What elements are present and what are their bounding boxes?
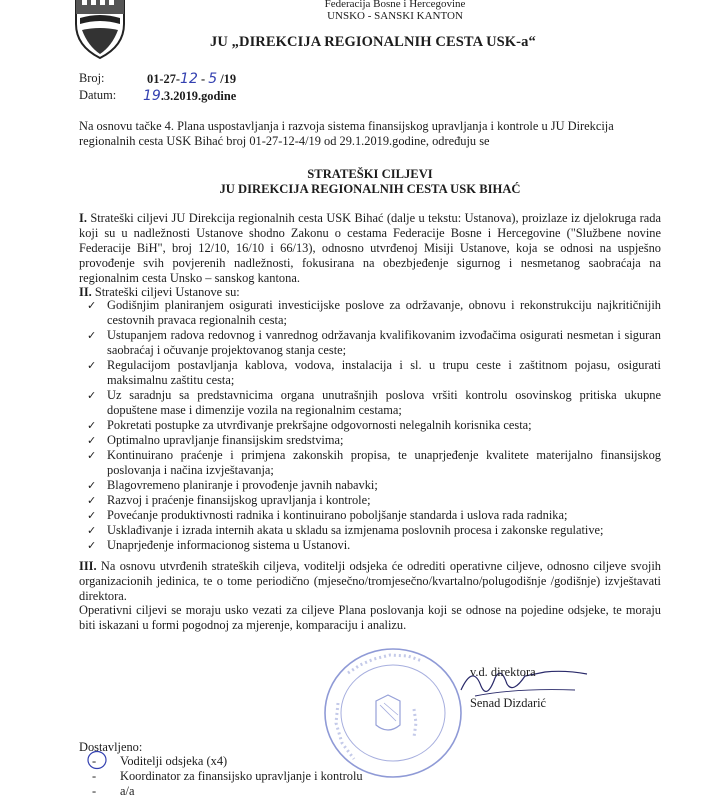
section-1-text: Strateški ciljevi JU Direkcija regionalnih cesta USK Bihać (dalje u tekstu: Ustanova), proizlaze iz djelokruga rada koji su u nadležnosti Ustanove shodno Zakonu o cestama Federacije Bosne i Hercegovine ("Službene novine Federacije BiH", broj 12/10, 16/10 i 66/13), odnosno utvrđenoj Misiji Ustanove, koja se odnosi na uspješno provođenje svih povjerenih nadležnosti, fokusirana na obezbjeđenje sigurnog i nesmetanog saobraćaja na regionalnim cesta Unsko – sanskog kantona. — [79, 211, 661, 285]
signature-title: v.d. direktora — [470, 665, 536, 679]
goal-item — [79, 328, 661, 358]
checkmark-icon: ✓ — [87, 479, 97, 492]
broj-handwritten-1: 12 — [180, 71, 198, 87]
checkmark-icon: ✓ — [87, 449, 97, 462]
distribution-item — [88, 784, 363, 799]
checkmark-icon: ✓ — [87, 494, 97, 507]
broj-label: Broj: — [79, 71, 105, 85]
goal-text: Usklađivanje i izrada internih akata u skladu sa izmjenama poslovnih procesa i zakonske regulative; — [107, 523, 604, 537]
goal-text: Optimalno upravljanje finansijskim sredstvima; — [107, 433, 344, 447]
distribution-item — [88, 754, 363, 769]
header-federation: Federacija Bosne i Hercegovine — [324, 0, 466, 10]
strategic-goals-list — [79, 298, 661, 553]
dash-bullet: - — [92, 784, 97, 798]
header-canton: UNSKO - SANSKI KANTON — [327, 10, 463, 22]
section-1-number: I. — [79, 211, 87, 225]
distribution-item — [88, 769, 363, 784]
section-2-text: Strateški ciljevi Ustanove su: — [91, 285, 240, 299]
broj-value — [147, 71, 236, 87]
goal-item — [79, 478, 661, 493]
document-title-line-1: STRATEŠKI CILJEVI — [307, 167, 433, 181]
section-3-paragraph — [79, 559, 661, 604]
goal-item — [79, 418, 661, 433]
broj-separator: - — [197, 72, 209, 86]
goal-text: Povećanje produktivnosti radnika i kontinuirano poboljšanje standarda i uslova rada radnika; — [107, 508, 568, 522]
goal-item — [79, 388, 661, 418]
datum-suffix: .3.2019.godine — [160, 89, 237, 103]
goal-text: Uz saradnju sa predstavnicima organa unutrašnjih poslova vršiti kontrolu osovinskog pritiska ukupne dopuštene mase i dimenzije vozila na regionalnim cestama; — [107, 388, 661, 417]
goal-item — [79, 493, 661, 508]
coat-of-arms-logo — [72, 0, 128, 60]
broj-handwritten-2: 5 — [208, 71, 218, 87]
checkmark-icon: ✓ — [87, 419, 97, 432]
goal-item — [79, 433, 661, 448]
goal-text: Kontinuirano praćenje i primjena zakonskih propisa, te unaprjeđenje kvalitete materijalno finansijskog poslovanja i načina izvještavanja; — [107, 448, 661, 477]
goal-text: Blagovremeno planiranje i provođenje javnih nabavki; — [107, 478, 378, 492]
document-title — [79, 167, 661, 197]
checkmark-icon: ✓ — [87, 389, 97, 402]
goal-item — [79, 448, 661, 478]
section-3-text: Na osnovu utvrđenih strateških ciljeva, voditelji odsjeka će odrediti operativne ciljeve, odnosno ciljeve svojih organizacionih jedinica, te o tome periodično (mjesečno/tromjesečno/kvartalno/polugodišnje /godišnje) izvještavati direktora. — [79, 559, 661, 603]
distribution-item-text: a/a — [120, 784, 135, 798]
goal-text: Ustupanjem radova redovnog i vanrednog održavanja kvalifikovanim izvođačima osigurati nesmetan i siguran saobraćaj i očuvanje projektovanog stanja ceste; — [107, 328, 661, 357]
section-2-number: II. — [79, 285, 92, 299]
goal-text: Regulacijom postavljanja kablova, vodova, instalacija i sl. u trupu ceste i zaštitnom pojasu, osigurati maksimalnu zaštitu cesta; — [107, 358, 661, 387]
goal-item — [79, 538, 661, 553]
goal-item — [79, 508, 661, 523]
checkmark-icon: ✓ — [87, 299, 97, 312]
checkmark-icon: ✓ — [87, 509, 97, 522]
checkmark-icon: ✓ — [87, 524, 97, 537]
dash-bullet: - — [92, 754, 97, 768]
goal-text: Unaprjeđenje informacionog sistema u Ustanovi. — [107, 538, 351, 552]
distribution-list — [88, 754, 363, 799]
broj-prefix: 01-27- — [147, 72, 181, 86]
datum-handwritten: 19 — [143, 88, 161, 104]
operational-goals-paragraph: Operativni ciljevi se moraju usko vezati za ciljeve Plana poslovanja koji se odnose na pojedine odsjeke, te moraju biti iskazani u formi pogodnoj za mjerenje, komparaciju i analizu. — [79, 603, 661, 632]
goal-text: Pokretati postupke za utvrđivanje prekršajne odgovornosti nelegalnih korisnika cesta; — [107, 418, 532, 432]
distribution-item-text: Koordinator za finansijsko upravljanje i kontrolu — [120, 769, 363, 783]
goal-text: Godišnjim planiranjem osigurati investicijske poslove za održavanje, obnovu i rekonstrukciju najkritičnijih cestovnih pravaca regionalnih cesta; — [107, 298, 661, 327]
goal-item — [79, 298, 661, 328]
datum-value — [143, 88, 236, 104]
datum-label: Datum: — [79, 88, 117, 102]
checkmark-icon: ✓ — [87, 434, 97, 447]
section-3-number: III. — [79, 559, 97, 573]
distribution-item-text: Voditelji odsjeka (x4) — [120, 754, 228, 768]
goal-item — [79, 358, 661, 388]
intro-paragraph: Na osnovu tačke 4. Plana uspostavljanja i razvoja sistema finansijskog upravljanja i kontrole u JU Direkcija regionalnih cesta USK Bihać broj 01-27-12-4/19 od 29.1.2019.godine, određuju se — [79, 119, 614, 148]
section-1-paragraph — [79, 211, 661, 286]
signature-name: Senad Dizdarić — [470, 696, 547, 710]
checkmark-icon: ✓ — [87, 539, 97, 552]
broj-suffix: /19 — [217, 72, 237, 86]
checkmark-icon: ✓ — [87, 329, 97, 342]
dash-bullet: - — [92, 769, 97, 783]
distribution-label: Dostavljeno: — [79, 740, 143, 754]
goal-text: Razvoj i praćenje finansijskog upravljanja i kontrole; — [107, 493, 371, 507]
document-title-line-2: JU DIREKCIJA REGIONALNIH CESTA USK BIHAĆ — [219, 182, 521, 196]
goal-item — [79, 523, 661, 538]
checkmark-icon: ✓ — [87, 359, 97, 372]
header-institution-title: JU „DIREKCIJA REGIONALNIH CESTA USK-a“ — [210, 34, 536, 50]
